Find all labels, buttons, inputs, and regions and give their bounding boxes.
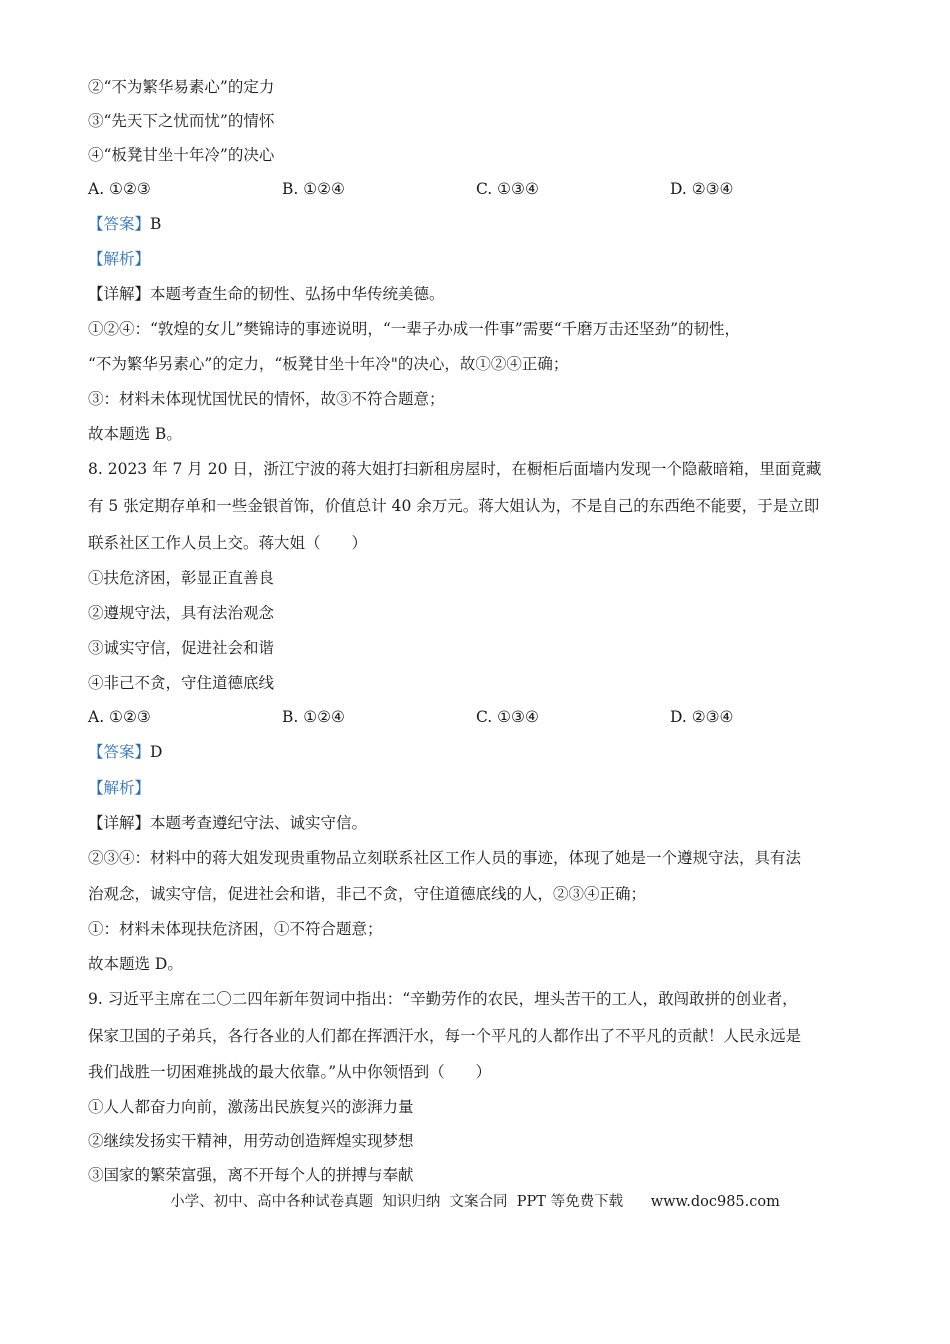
option-d: D. ②③④ xyxy=(670,708,734,726)
choice-item: ①人人都奋力向前，激荡出民族复兴的澎湃力量 xyxy=(88,1098,414,1116)
text-line: 故本题选 D。 xyxy=(88,955,183,973)
text-line: “不为繁华另素心”的定力，“板凳甘坐十年冷"的决心，故①②④正确； xyxy=(88,355,569,373)
text-line: 治观念，诚实守信，促进社会和谐，非己不贪，守住道德底线的人，②③④正确； xyxy=(88,885,647,903)
text-line: ②“不为繁华易素心”的定力 xyxy=(88,78,275,96)
detail-tag: 【详解】 xyxy=(88,814,151,832)
answer-value: B xyxy=(150,215,162,233)
answer-line xyxy=(88,213,161,235)
detail-tag: 【详解】 xyxy=(88,285,151,303)
text-line: ③“先天下之忧而忧”的情怀 xyxy=(88,112,275,130)
choice-item: ③国家的繁荣富强，离不开每个人的拼搏与奉献 xyxy=(88,1166,414,1184)
analysis-tag: 【解析】 xyxy=(88,250,151,268)
option-b: B. ①②④ xyxy=(282,708,345,726)
detail-text: 本题考查遵纪守法、诚实守信。 xyxy=(150,814,368,832)
question-stem: 9. 习近平主席在二〇二四年新年贺词中指出：“辛勤劳作的农民，埋头苦干的工人，敢闯敢拼的创业者， xyxy=(88,990,798,1008)
answer-line xyxy=(88,741,162,763)
answer-tag: 【答案】 xyxy=(88,215,151,233)
choice-item: ③诚实守信，促进社会和谐 xyxy=(88,639,275,657)
text-line: ①：材料未体现扶危济困，①不符合题意； xyxy=(88,920,383,938)
option-d: D. ②③④ xyxy=(670,180,734,198)
analysis-tag: 【解析】 xyxy=(88,779,151,797)
option-c: C. ①③④ xyxy=(476,180,539,198)
question-stem: 联系社区工作人员上交。蒋大姐（ ） xyxy=(88,534,368,552)
choice-item: ④非己不贪，守住道德底线 xyxy=(88,674,275,692)
question-stem: 保家卫国的子弟兵，各行各业的人们都在挥洒汗水，每一个平凡的人都作出了不平凡的贡献！人民永远是 xyxy=(88,1027,802,1045)
question-stem: 我们战胜一切困难挑战的最大依靠。”从中你领悟到（ ） xyxy=(88,1063,492,1081)
text-line: ③：材料未体现忧国忧民的情怀，故③不符合题意； xyxy=(88,390,445,408)
question-stem: 有 5 张定期存单和一些金银首饰，价值总计 40 余万元。蒋大姐认为，不是自己的东西绝不能要，于是立即 xyxy=(88,497,820,515)
text-line: ④“板凳甘坐十年冷”的决心 xyxy=(88,146,275,164)
option-b: B. ①②④ xyxy=(282,180,345,198)
choice-item: ②遵规守法，具有法治观念 xyxy=(88,604,275,622)
detail-line xyxy=(88,283,445,305)
answer-value: D xyxy=(150,743,163,761)
detail-line xyxy=(88,812,367,834)
answer-tag: 【答案】 xyxy=(88,743,151,761)
page-footer: 小学、初中、高中各种试卷真题 知识归纳 文案合同 PPT 等免费下载 www.doc985.com xyxy=(170,1194,780,1210)
option-a: A. ①②③ xyxy=(88,708,151,726)
choice-item: ②继续发扬实干精神，用劳动创造辉煌实现梦想 xyxy=(88,1132,414,1150)
choice-item: ①扶危济困，彰显正直善良 xyxy=(88,569,275,587)
question-stem: 8. 2023 年 7 月 20 日，浙江宁波的蒋大姐打扫新租房屋时，在橱柜后面墙内发现一个隐蔽暗箱，里面竟藏 xyxy=(88,460,822,478)
detail-text: 本题考查生命的韧性、弘扬中华传统美德。 xyxy=(150,285,445,303)
option-a: A. ①②③ xyxy=(88,180,151,198)
option-c: C. ①③④ xyxy=(476,708,539,726)
text-line: 故本题选 B。 xyxy=(88,425,182,443)
text-line: ②③④：材料中的蒋大姐发现贵重物品立刻联系社区工作人员的事迹，体现了她是一个遵规守法，具有法 xyxy=(88,849,802,867)
text-line: ①②④：“敦煌的女儿”樊锦诗的事迹说明，“一辈子办成一件事”需要“千磨万击还坚劲”的韧性， xyxy=(88,320,741,338)
